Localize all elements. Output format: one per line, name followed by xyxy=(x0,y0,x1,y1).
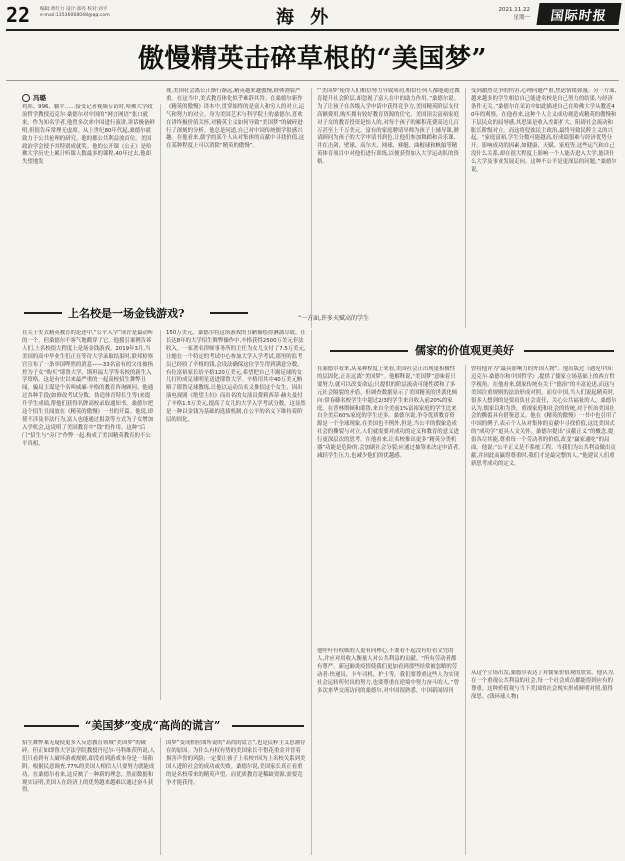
article-column: 他呼吁有权威的人更有同理心,不要看不起没有好看文凭的人,并应对用收入衡量人对公共利益的贡献。“所有劳动者都有尊严。新冠肺炎疫情使我们更加看到那些经常被忽略的劳动者:快递员、卡车司机、护士等。我们要尊重这些人为实现社会运转所付出的努力,也要尊重在逆境中努力奋斗的人。”曾多次来华交流访问的桑德尔,对中国很熟悉。中国新闻周刊 xyxy=(317,648,459,694)
column-divider xyxy=(465,88,466,328)
article-column: 曾将他评为“最具影响力的外国人物”。他出版过《遇见中国:迈克尔·桑德尔和中国哲学》,提供了儒家立场基础上的西方哲学视角。在他看来,儒家传统有关于“德治”的丰富论述,而这与美国注重规则的法治形成对照。而在中国,当人们说起精英时,很多人想到的是要肩负社会责任、关心公共福祉的人。桑德尔认为,儒家以和为贵、重视家庭和社会的传统,对于医治美国社会的撕裂具有借鉴意义。他在《精英的傲慢》一书中也引用了中国的例子,表示个人从对集体的贡献中寻找价值,这比美国式的“成功学”更具人文关怀。桑德尔提出“贡献正义”的概念,提倡各尽其能,尊重每一个劳动者的价值,改变“赢家通吃”的局面。他说:“公平正义是不系统工程。当我们为公共利益做出贡献,并因此而赢得尊重时,我们才是最完整的人。”他建议人们重新思考成功的定义。 xyxy=(471,366,617,467)
column-divider xyxy=(311,330,312,855)
subhead-rule-right xyxy=(232,725,304,727)
editor-credits xyxy=(40,7,200,19)
article-column: 150万美元。桑德尔将这场游戏的丑陋描绘得淋漓尽致。在长达8年的大学招生舞弊操作中,辛格获得2500万美元非法收入。一家著名律师事务所的主任为女儿支付了7.5万美元,让她在一个特定的考试中心参加大学入学考试,那里的监考员已经收了辛格的钱,会设法确保这位学生得到满意分数。有位富裕家长给辛格120万美元,希望把自己不踢足球的女儿打扮成足球明星送进耶鲁大学。辛格用其中40万美元贿赂了耶鲁足球教练,让他以运动员名义推招这个女生。因出演电视剧《绝望主妇》而出名的女演员费莉西蒂·赫夫曼付了辛格1.5万美元,提高了女儿的大学入学考试分数。这显然是一种以金钱为基础的选拔机制,在公平的名义下维持着阶层的固化。 xyxy=(166,330,306,423)
section-title: 海 外 xyxy=(276,7,334,28)
subheading: 上名校是一场金钱游戏? xyxy=(68,307,185,320)
email-line: e-mail:13536068048@qq.com xyxy=(40,13,110,18)
subhead-rule-right xyxy=(210,312,248,314)
subhead-rule-right xyxy=(524,350,614,352)
article-column: 现,美国社会离公正渐行渐远,精英越来越傲慢,群体割裂严重。在这当中,美式教育体化似乎难辞其咎。在桑德尔新作《精英的傲慢》译本中,贯穿始终的是富人和穷人的对立,运气和努力的对立。身为美国艺术与科学院士的桑德尔,喜欢在讲终极价值关怀,对精英主义如何导致“美国梦”的破碎进行了深刻的分析。他总是问道,自己对中国传统儒学很感兴趣。在他看来,儒学的某个人从对集体的贡献中寻找价值,这在某种程度上可以消除“精英的傲慢”。 xyxy=(166,88,305,150)
byline xyxy=(22,93,46,102)
masthead-logo: 国际时报 xyxy=(536,3,621,25)
editors-line: 编辑:黄红力 设计:郑亮 校对:刘平 xyxy=(40,7,108,12)
subhead-rule-left xyxy=(24,725,79,727)
issue-date xyxy=(480,6,530,22)
article-column: “‘美国梦’使得人们相信努力导致成功,相信任何人都能通过教育提升社会阶层,却忽视了富人在中的助力作用。”桑德尔说。为了让孩子在各级入学申请中获得竞争力,美国精英阶层支付高额费用,购买拥有较好教育资源的住宅。美国顶尖富裕家庭对子女的教育投资是惊人的,对每个孩子的累积花费高达几百万甚至上千万美元。富有的家庭聘请导师为孩子上辅导课,聘请顾问为孩子的大学申请书润色,让他们参加舞蹈和音乐课,并在击剑、壁球、高尔夫、网球、赛艇、曲棍球和帆船等精英体育项目中对他们进行训练,以便获得加入大学运动队的资格。 xyxy=(317,88,460,166)
article-column: 从这个立场出发,桑德尔表达了对儒家价值观的欣赏。他认为,在一个重视公共利益的社会,每一个社会成员都能得到应有的尊重。这种价值观与当下美国的社会现实形成鲜明对照,值得深思。(钱环球人物) xyxy=(471,670,615,700)
column-divider xyxy=(465,365,466,855)
subhead-rule-left xyxy=(24,312,62,314)
article-column: 招生舞弊案无疑使更多人反思教育领域“美国梦”的破碎。但正如即鲁大学法学院教授丹尼尔·马科维茨所说,人们只看到有人破坏游戏规则,却没看到游戏本身是一场陷阱。根据民意调查,77%的美国人相信人只要努力就能成功。在桑德尔看来,这反映了一种新的理念。然而数据和现实证明,美国人在经济上的优势越来越难以通过奋斗获得。 xyxy=(22,740,155,794)
subhead-rule-left xyxy=(330,350,408,352)
article-column: 鸡娃、996、躺平……接受记者视频专访时,哈佛大学政治哲学教授迈克尔·桑德尔对中国的“网言网语”张口就来。作为知名学者,他曾多次来中国进行演讲,讲话极备鲜明,但很告斥常理无虚席。从上世纪80年代起,桑德尔就致力于公共伦理的研究。他的都公共利益放首位。美国政治学会授予其特别成就奖。他的公开课《公正》是哈佛大学历史上累计听课人数最多的课程,40年过去,他却失望地发 xyxy=(22,104,155,166)
weekday: 星期一 xyxy=(513,15,530,21)
column-divider xyxy=(160,330,161,700)
column-divider xyxy=(311,88,312,328)
column-divider xyxy=(160,738,161,855)
main-headline: 傲慢精英击碎草根的“美国梦” xyxy=(138,44,487,74)
date-value: 2021.11.22 xyxy=(498,7,530,13)
header-rule xyxy=(6,29,619,31)
article-column: 受到激烈竞争的伤害,心理问题严重,焦虑情绪弥漫。另一方面,越来越多的学生相信自己能进名校是自己努力的结果,与经济条件无关。”桑德尔在采访中如此描述自己在哈佛大学从教近40年的观察。在他看来,这种个人主义成功观造成精英的傲慢和下层民众的屈辱感,其思果是收入差距扩大、阻碍社会流动和胀长阶级对立。而这将侵蚀民主政治,最终导致民粹主义的兴起。“家庭富裕,学生分数可能越高,好成绩很难与经济优势分开。影响成功的因素,如健康、天赋、家庭等,这些运气和自己没什么关系,却在很大程度上影响一个人能否进入大学,能读什么大学及事业发展走向。这种不公平是更深层的问题。”桑德尔说。 xyxy=(471,88,617,174)
article-column: 在关于美式精英教育的论述中,“公平入学”成许是最动听的一个。但桑德尔不客气地戳穿了它。他援引案例告诉人们,上名校很大程度上是场金钱游戏。2019年3月,当美国的高中毕业生们正在等待大学录取结果时,联邦检察官宣布了一条举国哗然的消息——33名富有的父母被指控为子女“购买”耶鲁大学、斯坦福大学等名校的新生入学资格。这是有史以来最严重的一起高校招生舞弊丑闻。骗局主谋是个名叫威廉·辛格的教育咨询顾问。他通过各种手段(如修改考试分数、伪造体育特长生等)来提升学生成绩,帮他们获得名牌高校录取通知书。桑德尔把这个招生丑闻放在《精英的傲慢》一书的开篇。他说,即使不涉及非法行为,富人也能通过捐款等方式为子女增加入学机会,这说明了美国教育中“钱”的作用。这种“后门”招生与“旁门”作弊一起,构成了美国精英教育的不公平真相。 xyxy=(22,330,154,447)
pull-quote: “一方面,许多天赋高的学生 xyxy=(298,315,370,322)
byline-circle-icon xyxy=(22,94,30,102)
article-column: 国梦”变成柏拉图所说的“高尚的谎言”,也是民粹主义思潮存在的原因。为什么有权有势的美国家长不惜花重金并冒着损害声誉的风险,一定要让孩子上名校?因为上名校关系到美国人进阶社会的成功或失败。桑德尔说,美国家长真正看重的是名校带来的精英声望。而优质教育是稀缺资源,需要竞争才能获得。 xyxy=(166,740,306,786)
page-number: 22 xyxy=(6,3,31,27)
subheading: 儒家的价值观更美好 xyxy=(415,344,514,357)
headline-rule xyxy=(6,80,619,81)
column-divider xyxy=(160,104,161,304)
article-column: 在桑德尔看来,从某种程度上来看,美国社会正出现更积极性的层固化,正在远离“美国梦”。他解释说,“美国梦”意味着只要努力,就可以改变命运;只提供的阶层流动可能性缓和了多元社会隔裂的矛盾。但调查数据显示了美国精英的世袭化倾向:常春藤名校学生中超过2/3的学生来自收入前20%的家庭。在普林斯顿和耶鲁,来自全美前1%富裕家庭的学生比来自全美后60%家庭的学生还多。桑德尔说,争夺优质教育资源是一个全球现象,在美国也不例外,但是,当公平的假象造成社会的撕裂与对立,人们就需要对成功的定义和教育的意义进行更深层次的思考。在他看来,让名校推出更多“精英分类机器”功能是危险的,会加剧社会分裂;应通过抽签来决定申请者,减轻学生压力,也减少他们的优越感。 xyxy=(317,366,460,459)
author-name: 冯璐 xyxy=(33,94,46,102)
subheading: “美国梦”变成“高尚的谎言” xyxy=(85,719,221,732)
